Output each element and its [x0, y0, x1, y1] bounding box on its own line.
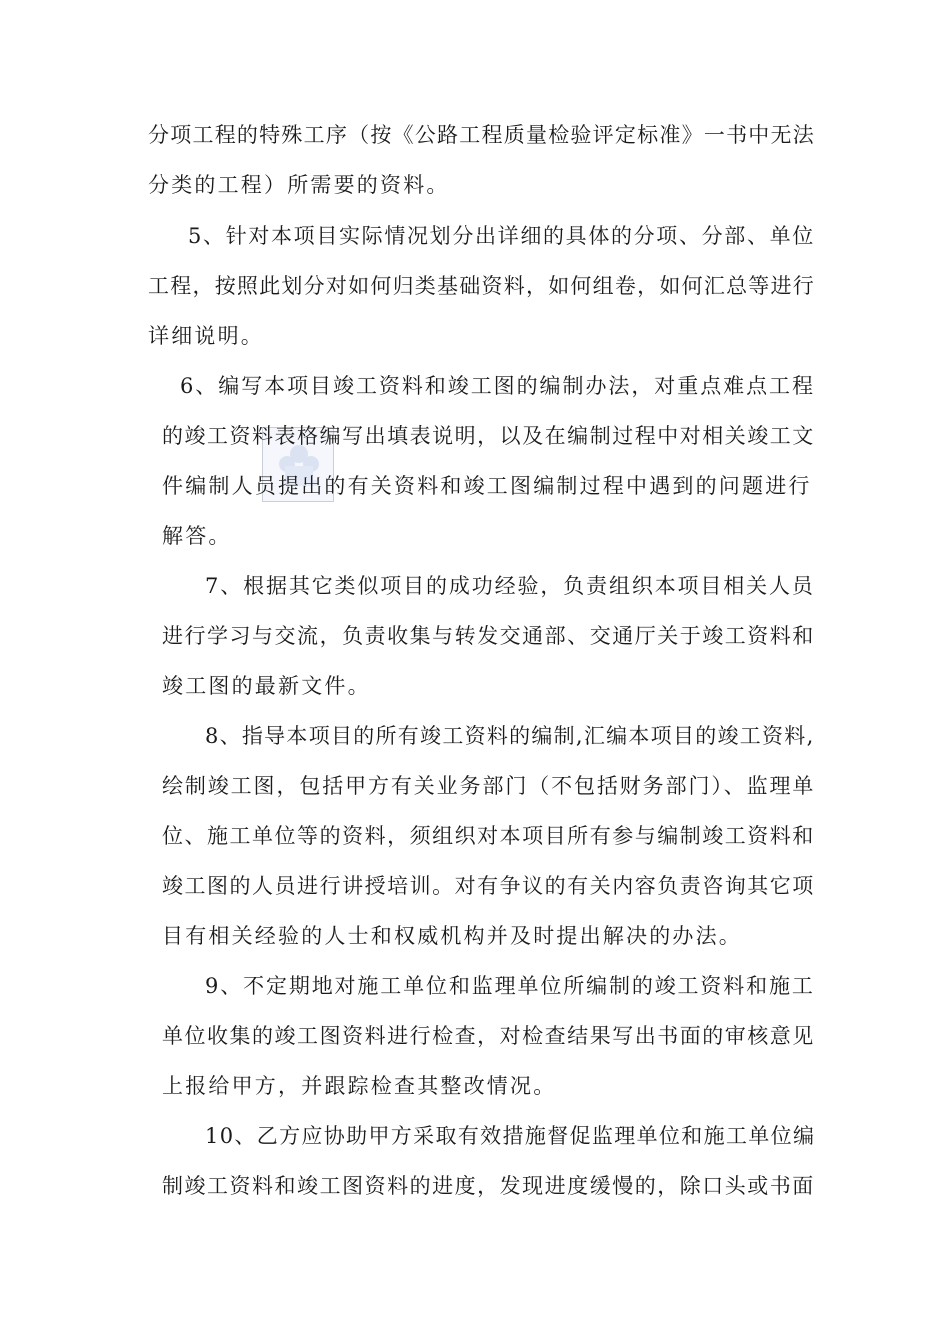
paragraph-line: 9、不定期地对施工单位和监理单位所编制的竣工资料和施工 [205, 974, 815, 998]
paragraph-line: 详细说明。 [148, 324, 264, 348]
paragraph-line: 7、根据其它类似项目的成功经验，负责组织本项目相关人员 [205, 574, 815, 598]
paragraph-line: 竣工图的最新文件。 [162, 674, 371, 698]
paragraph-line: 6、编写本项目竣工资料和竣工图的编制办法，对重点难点工程 [180, 374, 815, 398]
paragraph-line: 竣工图的人员进行讲授培训。对有争议的有关内容负责咨询其它项 [162, 874, 815, 898]
paragraph-line: 绘制竣工图，包括甲方有关业务部门（不包括财务部门）、监理单 [162, 774, 816, 798]
paragraph-line: 解答。 [162, 524, 232, 548]
paragraph-line: 的竣工资料表格编写出填表说明，以及在编制过程中对相关竣工文 [162, 424, 815, 448]
paragraph-line: 10、乙方应协助甲方采取有效措施督促监理单位和施工单位编 [205, 1124, 816, 1148]
paragraph-line: 目有相关经验的人士和权威机构并及时提出解决的办法。 [162, 924, 742, 948]
paragraph-line: 工程，按照此划分对如何归类基础资料，如何组卷，如何汇总等进行 [148, 274, 815, 298]
paragraph-line: 8、指导本项目的所有竣工资料的编制,汇编本项目的竣工资料, [205, 724, 815, 748]
paragraph-line: 进行学习与交流，负责收集与转发交通部、交通厅关于竣工资料和 [162, 624, 815, 648]
paragraph-line: 制竣工资料和竣工图资料的进度，发现进度缓慢的，除口头或书面 [162, 1174, 815, 1198]
paragraph-line: 位、施工单位等的资料，须组织对本项目所有参与编制竣工资料和 [162, 824, 815, 848]
paragraph-line: 分项工程的特殊工序（按《公路工程质量检验评定标准》一书中无法 [148, 123, 815, 147]
paragraph-line: 分类的工程）所需要的资料。 [148, 173, 450, 197]
paragraph-line: 件编制人员提出的有关资料和竣工图编制过程中遇到的问题进行 [162, 474, 812, 498]
paragraph-line: 单位收集的竣工图资料进行检查，对检查结果写出书面的审核意见 [162, 1024, 815, 1048]
paragraph-line: 5、针对本项目实际情况划分出详细的具体的分项、分部、单位 [188, 224, 815, 248]
paragraph-line: 上报给甲方，并跟踪检查其整改情况。 [162, 1074, 557, 1098]
